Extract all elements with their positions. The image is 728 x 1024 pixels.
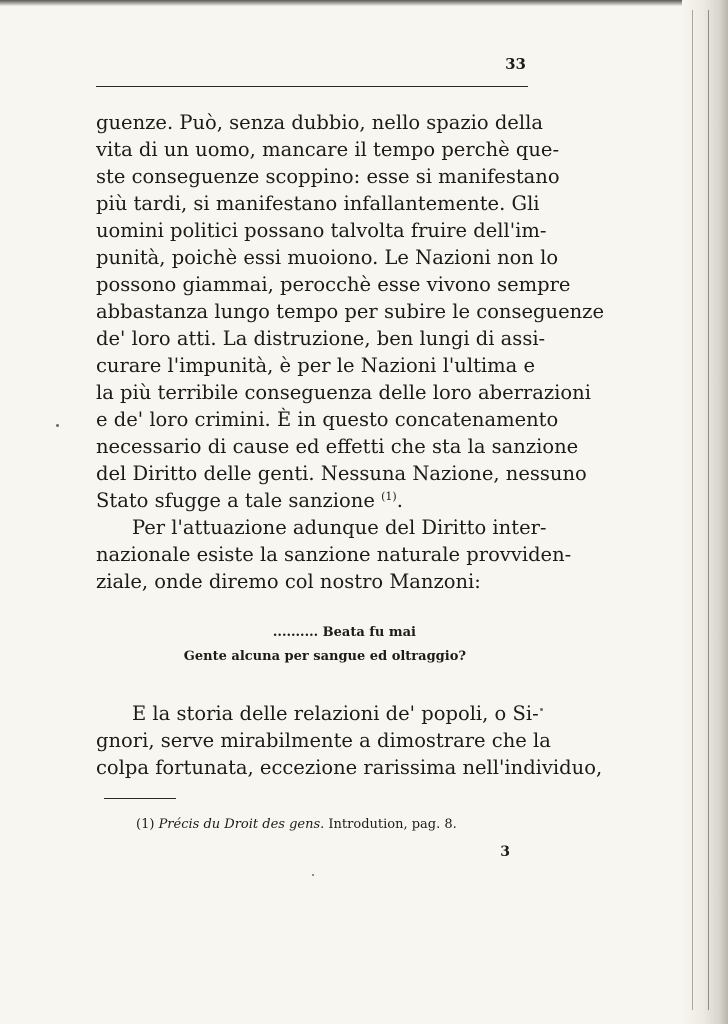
text-line: ziale, onde diremo col nostro Manzoni:: [96, 570, 481, 593]
paragraph-3: [96, 700, 603, 781]
text-line: nazionale esiste la sanzione naturale provviden-: [96, 543, 572, 566]
text-line: possono giammai, perocchè esse vivono sempre: [96, 273, 571, 296]
page-top-edge: [0, 0, 728, 6]
text-line: curare l'impunità, è per le Nazioni l'ultima e: [96, 354, 536, 377]
footnote-mark: (1): [136, 817, 155, 832]
page-number: 33: [505, 55, 526, 73]
text-line: vita di un uomo, mancare il tempo perchè que-: [96, 138, 560, 161]
page-right-edge: [682, 0, 728, 1024]
text-line: guenze. Può, senza dubbio, nello spazio della: [96, 111, 543, 134]
binding-line: [692, 10, 693, 1010]
quotation-line-1: .......... Beata fu mai: [272, 625, 416, 640]
ink-speck: [56, 424, 59, 427]
footnote-text: Introdution, pag. 8.: [328, 817, 457, 832]
text-line: E la storia delle relazioni de' popoli, o Si-: [132, 702, 539, 725]
text-line: abbastanza lungo tempo per subire le conseguenze: [96, 300, 604, 323]
text-line: ste conseguenze scoppino: esse si manifestano: [96, 165, 560, 188]
ink-speck: [540, 708, 543, 711]
footnote-reference[interactable]: (1): [381, 490, 397, 503]
text-line: punità, poichè essi muoiono. Le Nazioni non lo: [96, 246, 559, 269]
text-line: colpa fortunata, eccezione rarissima nell'individuo,: [96, 756, 603, 779]
paragraph-1: [96, 109, 604, 595]
text-line: necessario di cause ed effetti che sta la sanzione: [96, 435, 579, 458]
text-line: Per l'attuazione adunque del Diritto inter-: [132, 516, 547, 539]
text-line: più tardi, si manifestano infallantemente. Gli: [96, 192, 540, 215]
text-fragment: .: [396, 489, 403, 512]
text-line: gnori, serve mirabilmente a dimostrare che la: [96, 729, 551, 752]
header-rule: [96, 86, 528, 87]
signature-mark: 3: [500, 844, 510, 860]
footnote: [136, 817, 457, 832]
binding-line: [708, 10, 709, 1010]
footnote-rule: [104, 798, 176, 799]
text-fragment: Stato sfugge a tale sanzione: [96, 489, 382, 512]
text-line: uomini politici possano talvolta fruire dell'im-: [96, 219, 547, 242]
text-line: [96, 487, 528, 514]
text-line: del Diritto delle genti. Nessuna Nazione, nessuno: [96, 462, 587, 485]
footnote-title: Précis du Droit des gens.: [158, 817, 325, 832]
quotation-line-2: Gente alcuna per sangue ed oltraggio?: [183, 649, 466, 664]
text-line: de' loro atti. La distruzione, ben lungi di assi-: [96, 327, 546, 350]
text-line: la più terribile conseguenza delle loro aberrazioni: [96, 381, 591, 404]
ink-speck: [312, 874, 314, 876]
text-line: e de' loro crimini. È in questo concatenamento: [96, 408, 559, 431]
